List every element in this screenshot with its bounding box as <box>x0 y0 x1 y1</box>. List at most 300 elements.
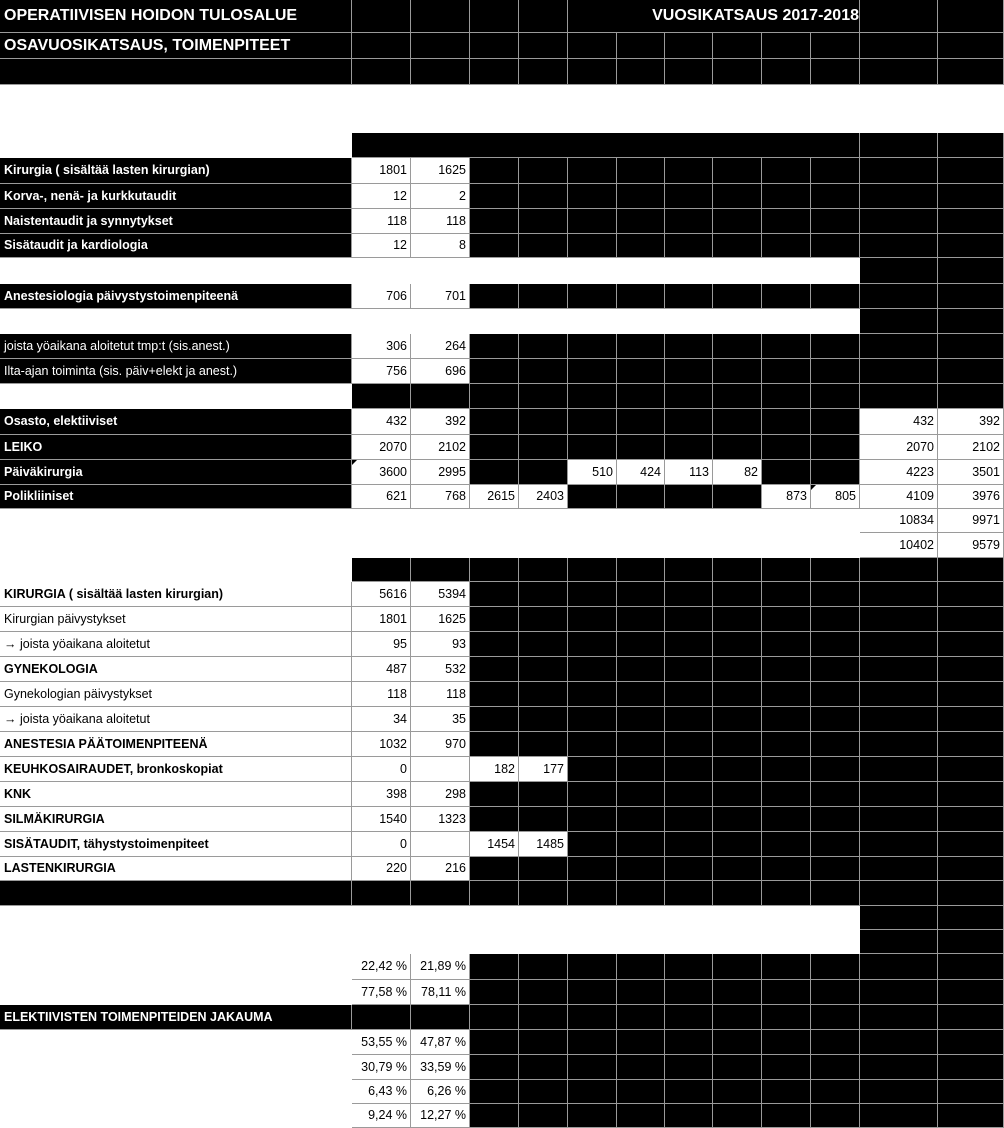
empty-cell[interactable] <box>762 807 811 832</box>
empty-cell[interactable] <box>568 954 617 980</box>
empty-cell[interactable] <box>568 359 617 384</box>
section-heading[interactable]: ELEKTIIVISTEN TOIMENPITEIDEN JAKAUMA <box>0 1005 352 1030</box>
value-cell[interactable] <box>470 657 519 682</box>
empty-cell[interactable] <box>411 558 470 582</box>
empty-cell[interactable] <box>665 807 713 832</box>
value-cell[interactable] <box>470 632 519 657</box>
empty-cell[interactable] <box>938 309 1004 334</box>
empty-cell[interactable] <box>938 980 1004 1005</box>
empty-cell[interactable] <box>568 334 617 359</box>
value-cell[interactable] <box>470 460 519 485</box>
row-label[interactable]: KIRURGIA ( sisältää lasten kirurgian) <box>0 582 352 607</box>
empty-cell[interactable] <box>617 59 665 85</box>
empty-cell[interactable] <box>713 209 762 234</box>
empty-cell[interactable] <box>470 1104 519 1128</box>
empty-cell[interactable] <box>860 1055 938 1080</box>
empty-cell[interactable] <box>713 682 762 707</box>
empty-cell[interactable] <box>519 234 568 258</box>
empty-cell[interactable] <box>938 682 1004 707</box>
value-cell[interactable]: 2615 <box>470 485 519 509</box>
empty-cell[interactable] <box>938 59 1004 85</box>
value-cell[interactable] <box>470 857 519 881</box>
empty-cell[interactable] <box>665 59 713 85</box>
value-cell[interactable]: 93 <box>411 632 470 657</box>
empty-cell[interactable] <box>860 807 938 832</box>
empty-cell[interactable] <box>860 558 938 582</box>
empty-cell[interactable] <box>860 0 938 33</box>
empty-cell[interactable] <box>938 234 1004 258</box>
row-label[interactable]: Sisätaudit ja kardiologia <box>0 234 352 258</box>
value-cell[interactable]: 118 <box>411 209 470 234</box>
empty-cell[interactable] <box>938 284 1004 309</box>
empty-cell[interactable] <box>519 384 568 409</box>
empty-cell[interactable] <box>713 1055 762 1080</box>
empty-cell[interactable] <box>762 359 811 384</box>
empty-cell[interactable] <box>713 707 762 732</box>
empty-cell[interactable] <box>938 184 1004 209</box>
empty-cell[interactable] <box>811 284 860 309</box>
empty-cell[interactable] <box>811 582 860 607</box>
value-cell[interactable]: 398 <box>352 782 411 807</box>
value-cell[interactable] <box>519 807 568 832</box>
value-cell[interactable] <box>811 460 860 485</box>
empty-cell[interactable] <box>665 954 713 980</box>
empty-cell[interactable] <box>860 359 938 384</box>
value-cell[interactable] <box>411 757 470 782</box>
empty-cell[interactable] <box>762 881 811 906</box>
value-cell[interactable] <box>470 807 519 832</box>
empty-cell[interactable] <box>617 1080 665 1104</box>
value-cell[interactable]: 424 <box>617 460 665 485</box>
value-cell[interactable] <box>519 782 568 807</box>
empty-cell[interactable] <box>352 558 411 582</box>
empty-cell[interactable] <box>811 234 860 258</box>
value-cell[interactable]: 621 <box>352 485 411 509</box>
empty-cell[interactable] <box>519 184 568 209</box>
row-label[interactable]: Korva-, nenä- ja kurkkutaudit <box>0 184 352 209</box>
empty-cell[interactable] <box>938 0 1004 33</box>
empty-cell[interactable] <box>665 234 713 258</box>
empty-cell[interactable] <box>617 1005 665 1030</box>
total-cell[interactable]: 10834 <box>860 509 938 533</box>
value-cell[interactable]: 1485 <box>519 832 568 857</box>
value-cell[interactable]: 118 <box>411 682 470 707</box>
empty-cell[interactable] <box>762 558 811 582</box>
empty-cell[interactable] <box>860 258 938 284</box>
value-cell[interactable]: 392 <box>411 409 470 435</box>
empty-cell[interactable] <box>811 1104 860 1128</box>
empty-cell[interactable] <box>665 607 713 632</box>
empty-cell[interactable] <box>568 881 617 906</box>
empty-cell[interactable] <box>938 582 1004 607</box>
value-cell[interactable] <box>617 485 665 509</box>
empty-cell[interactable] <box>938 133 1004 158</box>
value-cell[interactable]: 34 <box>352 707 411 732</box>
total-cell[interactable]: 2070 <box>860 435 938 460</box>
empty-cell[interactable] <box>811 980 860 1005</box>
empty-cell[interactable] <box>860 158 938 184</box>
empty-cell[interactable] <box>519 980 568 1005</box>
empty-cell[interactable] <box>811 1055 860 1080</box>
empty-cell[interactable] <box>568 582 617 607</box>
empty-cell[interactable] <box>713 657 762 682</box>
empty-cell[interactable] <box>938 906 1004 930</box>
empty-cell[interactable] <box>811 732 860 757</box>
empty-cell[interactable] <box>762 1005 811 1030</box>
empty-cell[interactable] <box>470 1055 519 1080</box>
empty-cell[interactable] <box>938 657 1004 682</box>
total-cell[interactable]: 4223 <box>860 460 938 485</box>
empty-cell[interactable] <box>938 1055 1004 1080</box>
empty-cell[interactable] <box>665 209 713 234</box>
value-cell[interactable]: 177 <box>519 757 568 782</box>
value-cell[interactable]: 701 <box>411 284 470 309</box>
empty-cell[interactable] <box>762 284 811 309</box>
empty-cell[interactable] <box>519 284 568 309</box>
empty-cell[interactable] <box>811 384 860 409</box>
empty-cell[interactable] <box>938 209 1004 234</box>
empty-cell[interactable] <box>665 582 713 607</box>
empty-cell[interactable] <box>665 33 713 59</box>
empty-cell[interactable] <box>665 558 713 582</box>
empty-cell[interactable] <box>665 707 713 732</box>
empty-cell[interactable] <box>938 607 1004 632</box>
empty-cell[interactable] <box>519 209 568 234</box>
empty-cell[interactable] <box>762 832 811 857</box>
value-cell[interactable] <box>713 409 762 435</box>
value-cell[interactable]: 35 <box>411 707 470 732</box>
value-cell[interactable] <box>713 485 762 509</box>
empty-cell[interactable] <box>713 184 762 209</box>
empty-cell[interactable] <box>938 832 1004 857</box>
empty-cell[interactable] <box>470 334 519 359</box>
empty-cell[interactable] <box>519 558 568 582</box>
empty-cell[interactable] <box>811 857 860 881</box>
empty-cell[interactable] <box>713 359 762 384</box>
empty-cell[interactable] <box>470 881 519 906</box>
value-cell[interactable] <box>470 707 519 732</box>
empty-cell[interactable] <box>713 857 762 881</box>
empty-cell[interactable] <box>470 980 519 1005</box>
empty-cell[interactable] <box>713 1005 762 1030</box>
row-label[interactable]: joista yöaikana aloitetut tmp:t (sis.anest.) <box>0 334 352 359</box>
empty-cell[interactable] <box>811 1080 860 1104</box>
empty-cell[interactable] <box>568 757 617 782</box>
empty-cell[interactable] <box>568 707 617 732</box>
row-label[interactable]: KEUHKOSAIRAUDET, bronkoskopiat <box>0 757 352 782</box>
empty-cell[interactable] <box>713 732 762 757</box>
row-label[interactable]: Naistentaudit ja synnytykset <box>0 209 352 234</box>
empty-cell[interactable] <box>762 234 811 258</box>
value-cell[interactable]: 298 <box>411 782 470 807</box>
empty-cell[interactable] <box>470 384 519 409</box>
empty-cell[interactable] <box>568 284 617 309</box>
row-label[interactable]: KNK <box>0 782 352 807</box>
empty-cell[interactable] <box>665 334 713 359</box>
total-cell[interactable]: 9579 <box>938 533 1004 558</box>
value-cell[interactable]: 1801 <box>352 607 411 632</box>
value-cell[interactable]: 1625 <box>411 158 470 184</box>
row-label[interactable]: LASTENKIRURGIA <box>0 857 352 881</box>
row-label[interactable]: Anestesiologia päivystystoimenpiteenä <box>0 284 352 309</box>
empty-cell[interactable] <box>568 1104 617 1128</box>
sheet-subtitle[interactable]: OSAVUOSIKATSAUS, TOIMENPITEET <box>0 33 352 59</box>
empty-cell[interactable] <box>938 1080 1004 1104</box>
value-cell[interactable] <box>762 409 811 435</box>
value-cell[interactable] <box>470 607 519 632</box>
empty-cell[interactable] <box>568 832 617 857</box>
empty-cell[interactable] <box>713 234 762 258</box>
empty-cell[interactable] <box>811 632 860 657</box>
empty-cell[interactable] <box>568 558 617 582</box>
value-cell[interactable]: 805 <box>811 485 860 509</box>
value-cell[interactable]: 873 <box>762 485 811 509</box>
value-cell[interactable] <box>568 485 617 509</box>
value-cell[interactable]: 432 <box>352 409 411 435</box>
empty-cell[interactable] <box>713 807 762 832</box>
empty-cell[interactable] <box>519 1005 568 1030</box>
empty-cell[interactable] <box>665 881 713 906</box>
value-cell[interactable] <box>617 435 665 460</box>
empty-cell[interactable] <box>568 33 617 59</box>
row-label[interactable]: Kirurgia ( sisältää lasten kirurgian) <box>0 158 352 184</box>
empty-cell[interactable] <box>938 782 1004 807</box>
empty-cell[interactable] <box>352 1005 411 1030</box>
value-cell[interactable]: 1323 <box>411 807 470 832</box>
value-cell[interactable] <box>568 409 617 435</box>
empty-cell[interactable] <box>470 158 519 184</box>
percent-cell[interactable]: 6,26 % <box>411 1080 470 1104</box>
empty-cell[interactable] <box>860 133 938 158</box>
row-label[interactable]: GYNEKOLOGIA <box>0 657 352 682</box>
empty-cell[interactable] <box>568 234 617 258</box>
value-cell[interactable] <box>568 435 617 460</box>
empty-cell[interactable] <box>860 582 938 607</box>
empty-cell[interactable] <box>568 184 617 209</box>
empty-cell[interactable] <box>860 732 938 757</box>
empty-cell[interactable] <box>938 384 1004 409</box>
value-cell[interactable] <box>519 707 568 732</box>
empty-cell[interactable] <box>713 782 762 807</box>
empty-cell[interactable] <box>938 1104 1004 1128</box>
value-cell[interactable]: 12 <box>352 234 411 258</box>
empty-cell[interactable] <box>860 284 938 309</box>
empty-cell[interactable] <box>665 857 713 881</box>
empty-cell[interactable] <box>860 309 938 334</box>
value-cell[interactable]: 532 <box>411 657 470 682</box>
value-cell[interactable] <box>811 435 860 460</box>
empty-cell[interactable] <box>762 59 811 85</box>
empty-cell[interactable] <box>811 158 860 184</box>
empty-cell[interactable] <box>568 980 617 1005</box>
empty-cell[interactable] <box>617 384 665 409</box>
value-cell[interactable] <box>519 632 568 657</box>
empty-cell[interactable] <box>811 558 860 582</box>
value-cell[interactable]: 2102 <box>411 435 470 460</box>
value-cell[interactable] <box>519 732 568 757</box>
empty-cell[interactable] <box>519 1055 568 1080</box>
empty-cell[interactable] <box>665 1104 713 1128</box>
empty-cell[interactable] <box>860 632 938 657</box>
percent-cell[interactable]: 12,27 % <box>411 1104 470 1128</box>
value-cell[interactable]: 95 <box>352 632 411 657</box>
empty-cell[interactable] <box>762 757 811 782</box>
row-label[interactable]: Gynekologian päivystykset <box>0 682 352 707</box>
empty-cell[interactable] <box>568 1005 617 1030</box>
value-cell[interactable]: 182 <box>470 757 519 782</box>
empty-cell[interactable] <box>519 1030 568 1055</box>
value-cell[interactable]: 0 <box>352 832 411 857</box>
empty-cell[interactable] <box>811 359 860 384</box>
value-cell[interactable]: 1801 <box>352 158 411 184</box>
value-cell[interactable]: 970 <box>411 732 470 757</box>
empty-cell[interactable] <box>519 158 568 184</box>
empty-cell[interactable] <box>617 1104 665 1128</box>
empty-cell[interactable] <box>762 732 811 757</box>
empty-cell[interactable] <box>762 607 811 632</box>
empty-cell[interactable] <box>568 59 617 85</box>
empty-cell[interactable] <box>938 632 1004 657</box>
empty-cell[interactable] <box>811 1005 860 1030</box>
empty-cell[interactable] <box>860 980 938 1005</box>
empty-cell[interactable] <box>811 782 860 807</box>
empty-cell[interactable] <box>762 954 811 980</box>
empty-cell[interactable] <box>938 33 1004 59</box>
empty-cell[interactable] <box>617 284 665 309</box>
row-label[interactable]: Päiväkirurgia <box>0 460 352 485</box>
empty-cell[interactable] <box>665 757 713 782</box>
review-title[interactable]: VUOSIKATSAUS 2017-2018 <box>568 0 860 33</box>
empty-cell[interactable] <box>860 1080 938 1104</box>
empty-cell[interactable] <box>665 657 713 682</box>
percent-cell[interactable]: 30,79 % <box>352 1055 411 1080</box>
empty-cell[interactable] <box>811 334 860 359</box>
empty-cell[interactable] <box>860 682 938 707</box>
value-cell[interactable]: 2995 <box>411 460 470 485</box>
empty-cell[interactable] <box>860 33 938 59</box>
empty-cell[interactable] <box>568 1055 617 1080</box>
empty-cell[interactable] <box>713 384 762 409</box>
empty-cell[interactable] <box>762 384 811 409</box>
empty-cell[interactable] <box>762 1055 811 1080</box>
empty-cell[interactable] <box>470 33 519 59</box>
empty-cell[interactable] <box>811 59 860 85</box>
percent-cell[interactable]: 6,43 % <box>352 1080 411 1104</box>
empty-cell[interactable] <box>762 707 811 732</box>
value-cell[interactable] <box>519 857 568 881</box>
empty-cell[interactable] <box>762 158 811 184</box>
empty-cell[interactable] <box>713 881 762 906</box>
empty-cell[interactable] <box>762 33 811 59</box>
empty-cell[interactable] <box>811 682 860 707</box>
empty-cell[interactable] <box>665 980 713 1005</box>
empty-cell[interactable] <box>938 807 1004 832</box>
value-cell[interactable]: 5616 <box>352 582 411 607</box>
empty-cell[interactable] <box>811 657 860 682</box>
value-cell[interactable] <box>519 582 568 607</box>
empty-cell[interactable] <box>938 334 1004 359</box>
empty-cell[interactable] <box>568 1030 617 1055</box>
empty-cell[interactable] <box>713 632 762 657</box>
empty-cell[interactable] <box>617 582 665 607</box>
empty-cell[interactable] <box>519 0 568 33</box>
empty-cell[interactable] <box>938 258 1004 284</box>
value-cell[interactable]: 756 <box>352 359 411 384</box>
empty-cell[interactable] <box>568 857 617 881</box>
empty-cell[interactable] <box>938 1030 1004 1055</box>
empty-cell[interactable] <box>713 558 762 582</box>
empty-cell[interactable] <box>665 832 713 857</box>
empty-cell[interactable] <box>811 954 860 980</box>
empty-cell[interactable] <box>938 857 1004 881</box>
row-label[interactable]: Osasto, elektiiviset <box>0 409 352 435</box>
empty-cell[interactable] <box>568 782 617 807</box>
empty-cell[interactable] <box>617 234 665 258</box>
empty-cell[interactable] <box>617 657 665 682</box>
empty-cell[interactable] <box>811 832 860 857</box>
empty-cell[interactable] <box>470 209 519 234</box>
percent-cell[interactable]: 77,58 % <box>352 980 411 1005</box>
empty-cell[interactable] <box>617 184 665 209</box>
empty-cell[interactable] <box>860 657 938 682</box>
value-cell[interactable] <box>811 409 860 435</box>
value-cell[interactable] <box>665 435 713 460</box>
value-cell[interactable]: 510 <box>568 460 617 485</box>
empty-cell[interactable] <box>617 1055 665 1080</box>
empty-cell[interactable] <box>665 184 713 209</box>
empty-cell[interactable] <box>617 807 665 832</box>
empty-cell[interactable] <box>762 782 811 807</box>
value-cell[interactable] <box>713 435 762 460</box>
value-cell[interactable]: 2 <box>411 184 470 209</box>
empty-cell[interactable] <box>811 757 860 782</box>
empty-cell[interactable] <box>860 334 938 359</box>
total-cell[interactable]: 432 <box>860 409 938 435</box>
empty-cell[interactable] <box>762 209 811 234</box>
value-cell[interactable]: 768 <box>411 485 470 509</box>
empty-cell[interactable] <box>0 59 352 85</box>
empty-cell[interactable] <box>411 0 470 33</box>
value-cell[interactable]: 113 <box>665 460 713 485</box>
empty-cell[interactable] <box>0 881 352 906</box>
empty-cell[interactable] <box>762 980 811 1005</box>
empty-cell[interactable] <box>568 384 617 409</box>
value-cell[interactable] <box>470 732 519 757</box>
empty-cell[interactable] <box>568 682 617 707</box>
value-cell[interactable]: 118 <box>352 209 411 234</box>
empty-cell[interactable] <box>713 284 762 309</box>
empty-cell[interactable] <box>762 857 811 881</box>
empty-cell[interactable] <box>470 234 519 258</box>
value-cell[interactable]: 306 <box>352 334 411 359</box>
sheet-title[interactable]: OPERATIIVISEN HOIDON TULOSALUE <box>0 0 352 33</box>
value-cell[interactable] <box>665 409 713 435</box>
empty-cell[interactable] <box>470 359 519 384</box>
empty-cell[interactable] <box>411 59 470 85</box>
empty-cell[interactable] <box>811 209 860 234</box>
empty-cell[interactable] <box>470 184 519 209</box>
empty-cell[interactable] <box>470 284 519 309</box>
empty-cell[interactable] <box>617 558 665 582</box>
empty-cell[interactable] <box>860 757 938 782</box>
empty-cell[interactable] <box>860 184 938 209</box>
empty-cell[interactable] <box>665 1055 713 1080</box>
row-label[interactable]: ANESTESIA PÄÄTOIMENPITEENÄ <box>0 732 352 757</box>
row-label[interactable]: Polikliiniset <box>0 485 352 509</box>
empty-cell[interactable] <box>411 1005 470 1030</box>
empty-cell[interactable] <box>665 782 713 807</box>
empty-cell[interactable] <box>411 33 470 59</box>
